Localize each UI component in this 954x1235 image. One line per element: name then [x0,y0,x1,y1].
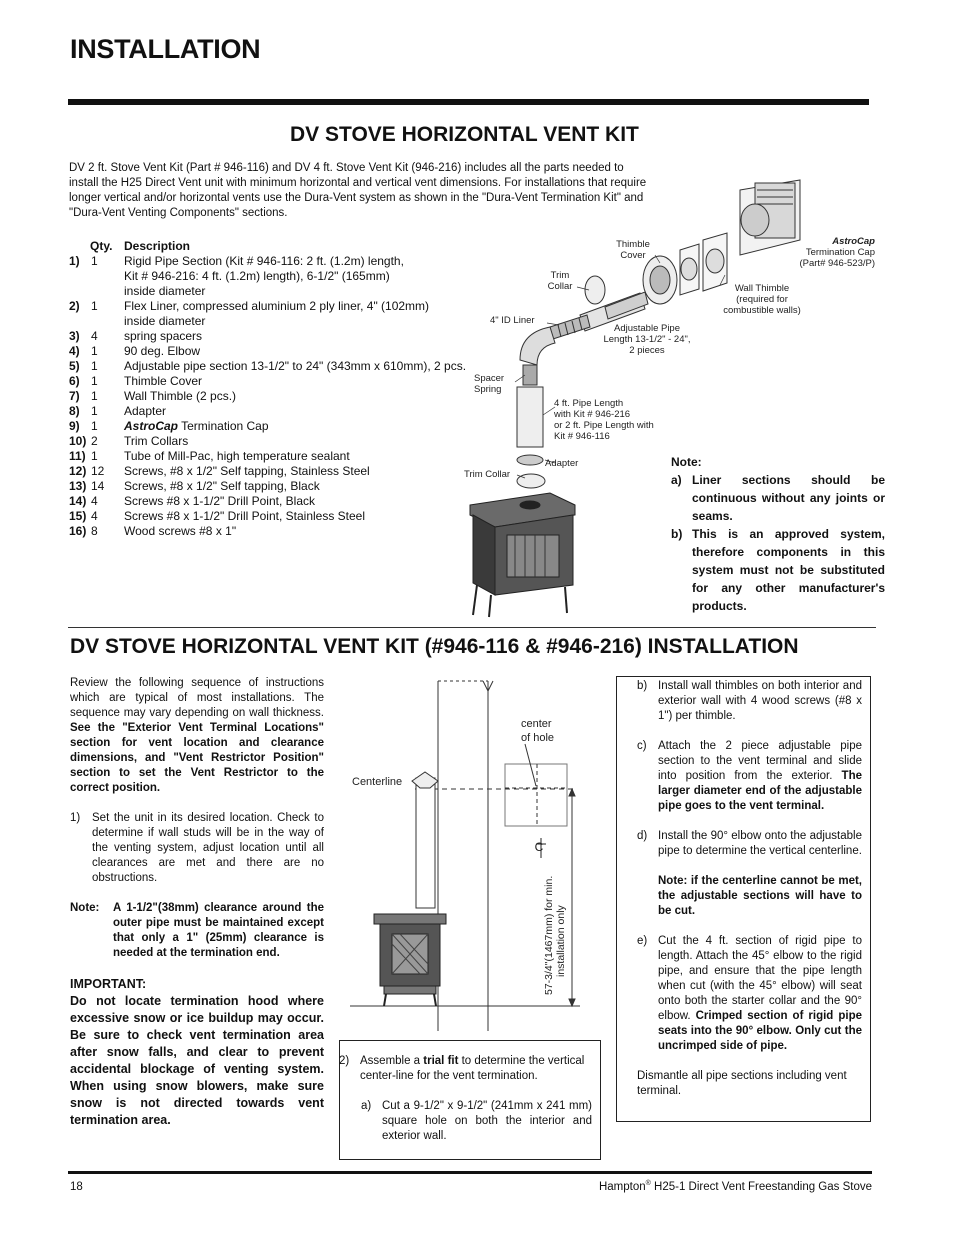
parts-list-item: 12) 12 Screws, #8 x 1/2" Self tapping, Stainless Steel [69,464,370,478]
parts-list-item: 7) 1 Wall Thimble (2 pcs.) [69,389,237,403]
pipe-length-label: 4 ft. Pipe Length with Kit # 946-216 or 2 ft. Pipe Length with Kit # 946-116 [554,398,654,442]
astrocap-label: AstroCap Termination Cap (Part# 946-523/P) [799,236,875,269]
thimble-cover-shape [643,256,677,304]
center-of-hole-label: center of hole [521,718,555,744]
footer-rule [68,1171,872,1174]
parts-list-item: 10) 2 Trim Collars [69,434,189,448]
install-step: Note: if the centerline cannot be met, the adjustable sections will have to be cut. [658,875,862,917]
parts-list-item: 8) 1 Adapter [69,404,167,418]
parts-list-item: 13) 14 Screws, #8 x 1/2" Self tapping, Black [69,479,320,493]
parts-list-item: 4) 1 90 deg. Elbow [69,344,201,358]
parts-list-item: 9) 1 AstroCap Termination Cap [69,419,269,433]
adjustable-pipe-label: Adjustable Pipe Length 13-1/2" - 24", 2 pieces [603,323,691,356]
section2-intro: Review the following sequence of instructions which are typical of most installations. The sequence may vary depending on wall thickness. See the "Exterior Vent Terminal Locations" section for vent location and clearance dimensions, and "Vent Restrictor Position" section to set the Vent Restrictor to the correct position. [70,677,324,794]
kit-note-title: Note: [671,455,702,469]
parts-header: Qty. Description [90,239,191,253]
elbow-shape [520,327,555,365]
parts-list-item-cont: inside diameter [124,314,206,328]
parts-list-item: 2) 1 Flex Liner, compressed aluminium 2 ply liner, 4" (102mm) [69,299,430,313]
parts-list [69,239,499,539]
wall-thimble-label: Wall Thimble (required for combustible walls) [723,283,801,316]
centerline-symbol: C [534,840,544,854]
spacer-spring-shape [523,365,537,385]
important-text: Do not locate termination hood where excessive snow or ice buildup may occur. Be sure to check vent termination area after snow falls, and clear to prevent accidental blockage of venting system. When using snow blowers, make sure snow is not directed towards vent termination area. [70,994,324,1127]
parts-list-item: 16) 8 Wood screws #8 x 1" [69,524,237,538]
parts-list-item: 1) 1 Rigid Pipe Section (Kit # 946-116: 2 ft. (1.2m) length, [69,254,404,268]
step-2: 2) Assemble a trial fit to determine the vertical center-line for the vent termination. [339,1055,585,1082]
thimble-cover-label: Thimble Cover [616,239,650,261]
parts-list-item-cont: Kit # 946-216: 4 ft. (1.2m) length), 6-1/2" (165mm) [124,269,390,283]
parts-list-item: 15) 4 Screws #8 x 1-1/2" Drill Point, Stainless Steel [69,509,366,523]
section1-intro: DV 2 ft. Stove Vent Kit (Part # 946-116) and DV 4 ft. Stove Vent Kit (946-216) includes all the parts needed to install the H25 Direct Vent unit with minimum horizontal and vertical vent dimensions. For installations that require longer vertical and/or horizontal vents use the Dura-Vent system as shown in the "Dura-Vent Termination Kit" and "Dura-Vent Venting Components" sections. [69,162,647,219]
parts-list-item: 5) 1 Adjustable pipe section 13-1/2" to 24" (343mm x 610mm), 2 pcs. [69,359,467,373]
parts-list-item-cont: inside diameter [124,284,206,298]
header-rule [68,99,869,105]
stove-side-illustration [374,914,446,1006]
parts-list-item: 6) 1 Thimble Cover [69,374,203,388]
dismantle-note: Dismantle all pipe sections including vent terminal. [637,1070,847,1097]
kit-note-item: a) Liner sections should be continuous without any joints or seams. [671,473,885,523]
steps-right-box [616,676,871,1122]
install-step: e) Cut the 4 ft. section of rigid pipe to length. Attach the 45° elbow to the rigid pipe, and ensure that the pipe length when cut (with the 45° elbow) will seat onto both the starter collar and the 90° elbow. Crimped section of rigid pipe seats into the 90° elbow. Only cut the uncrimped side of pipe. [637,935,862,1052]
trim-collar-bottom-label: Trim Collar [464,469,511,480]
instructions-column-left [70,676,324,1129]
page-number: 18 [70,1181,83,1193]
step-1: 1) Set the unit in its desired location. Check to determine if wall studs will be in the way of the venting system, adjust location until all clearances are met and there are no obstructions. [70,812,324,884]
kit-note [671,453,885,615]
parts-list-item: 14) 4 Screws #8 x 1-1/2" Drill Point, Black [69,494,315,508]
footer-product: Hampton® H25-1 Direct Vent Freestanding Gas Stove [598,1180,872,1193]
adapter-label: Adapter [545,458,579,469]
install-step: d) Install the 90° elbow onto the adjustable pipe to determine the vertical centerline. [637,830,862,857]
centerline-label: Centerline [352,776,403,788]
important-title: IMPORTANT: [70,977,147,991]
step-2-box [339,1040,601,1160]
section1-heading: DV STOVE HORIZONTAL VENT KIT [290,123,639,146]
step-2a: a) Cut a 9-1/2" x 9-1/2" (241mm x 241 mm) square hole on both the interior and exterior wall. [361,1100,592,1142]
flex-liner-shape [550,315,590,339]
stove-illustration [470,493,575,617]
kit-note-item: b) This is an approved system, therefore components in this system must not be substituted for any other manufacturer's products. [671,527,885,613]
trim-collar-bottom-shape [517,474,545,488]
liner-label: 4" ID Liner [490,315,535,326]
rigid-pipe-shape [517,387,543,447]
install-step: c) Attach the 2 piece adjustable pipe section to the vent terminal and slide into position from the exterior. The larger diameter end of the adjustable pipe goes to the vent terminal. [637,740,862,812]
min-height-dimension-label: 57-3/4"(1467mm) for min. installation only [543,875,567,995]
section-divider [68,627,876,628]
section2-heading: DV STOVE HORIZONTAL VENT KIT (#946-116 & #946-216) INSTALLATION [70,635,799,658]
parts-list-item: 11) 1 Tube of Mill-Pac, high temperature sealant [69,449,350,463]
trim-collar-top-label: Trim Collar [547,270,573,292]
parts-list-item: 3) 4 spring spacers [69,329,203,343]
install-step: b) Install wall thimbles on both interior and exterior wall with 4 wood screws (#8 x 1") per thimble. [637,680,862,722]
page-title: INSTALLATION [70,34,261,64]
spacer-spring-label: Spacer Spring [474,373,505,395]
adapter-shape [517,455,543,465]
clearance-note: Note: A 1-1/2"(38mm) clearance around the outer pipe must be maintained except that only a 1" (25mm) clearance is needed at the termination end. [70,902,324,959]
